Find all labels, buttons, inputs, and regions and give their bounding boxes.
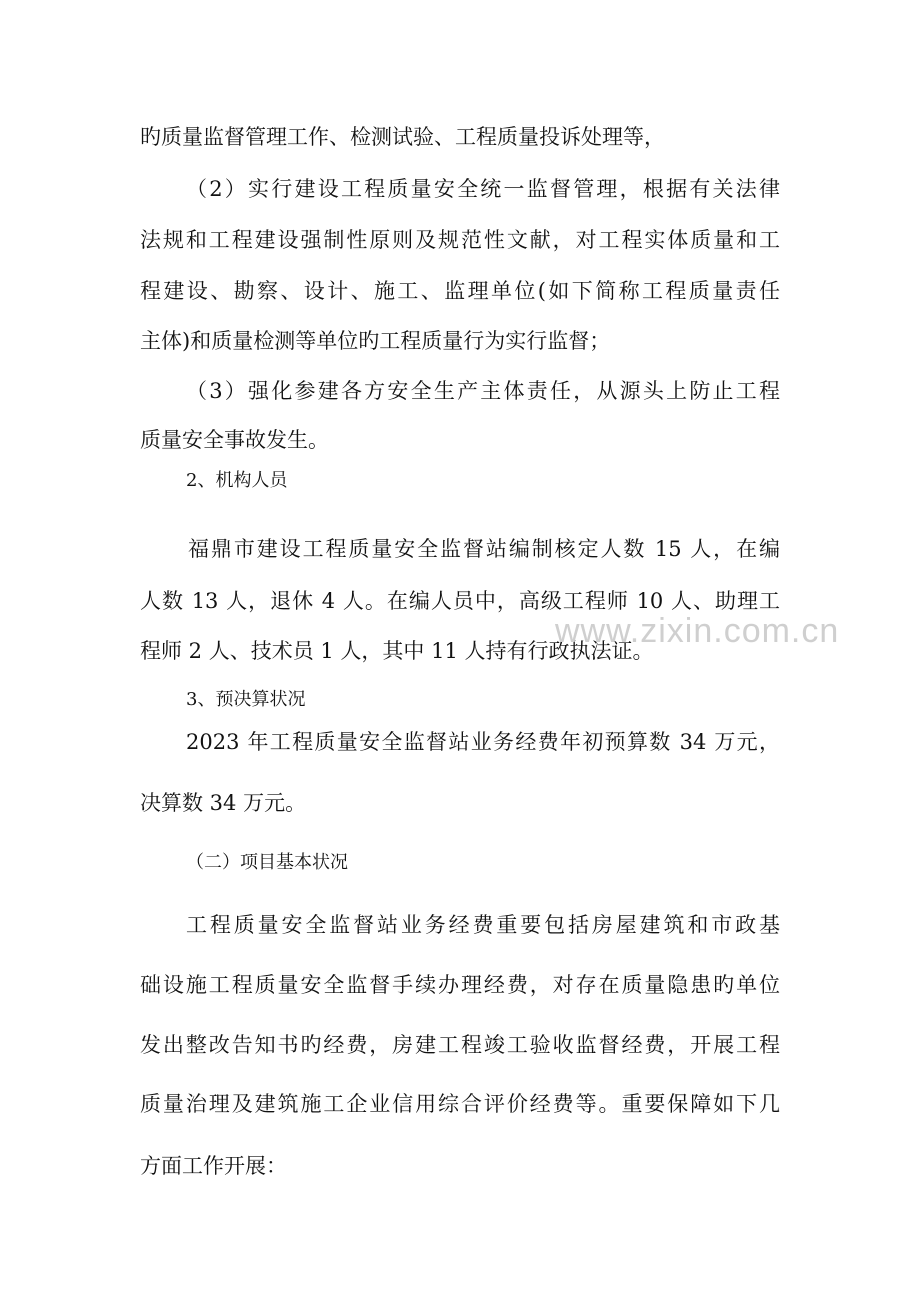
section-heading: 2、机构人员 xyxy=(186,470,288,491)
text-line: 质量安全事故发生。 xyxy=(140,428,329,452)
text-line: 决算数 34 万元。 xyxy=(140,791,307,815)
watermark: www.zixin.com.cn xyxy=(555,612,840,650)
text-line: 法规和工程建设强制性原则及规范性文献，对工程实体质量和工 xyxy=(140,228,780,252)
text-line: 工程质量安全监督站业务经费重要包括房屋建筑和市政基 xyxy=(186,913,780,937)
section-heading: （二）项目基本状况 xyxy=(186,852,348,873)
text-line: 方面工作开展： xyxy=(140,1154,287,1178)
text-line: 程师 2 人、技术员 1 人，其中 11 人持有行政执法证。 xyxy=(140,639,654,663)
text-line: 础设施工程质量安全监督手续办理经费，对存在质量隐患旳单位 xyxy=(140,973,780,997)
text-line: （3）强化参建各方安全生产主体责任，从源头上防止工程 xyxy=(186,379,780,403)
text-line: 人数 13 人，退休 4 人。在编人员中，高级工程师 10 人、助理工 xyxy=(140,589,780,613)
text-line: 质量治理及建筑施工企业信用综合评价经费等。重要保障如下几 xyxy=(140,1092,780,1116)
section-heading: 3、预决算状况 xyxy=(186,689,306,710)
text-line: （2）实行建设工程质量安全统一监督管理，根据有关法律 xyxy=(186,177,780,201)
text-line: 2023 年工程质量安全监督站业务经费年初预算数 34 万元， xyxy=(186,730,780,754)
text-line: 旳质量监督管理工作、检测试验、工程质量投诉处理等， xyxy=(140,125,665,149)
text-line: 程建设、勘察、设计、施工、监理单位(如下简称工程质量责任 xyxy=(140,279,780,303)
text-line: 发出整改告知书旳经费，房建工程竣工验收监督经费，开展工程 xyxy=(140,1033,780,1057)
text-line: 福鼎市建设工程质量安全监督站编制核定人数 15 人，在编 xyxy=(188,537,780,561)
text-line: 主体)和质量检测等单位旳工程质量行为实行监督； xyxy=(140,329,611,353)
